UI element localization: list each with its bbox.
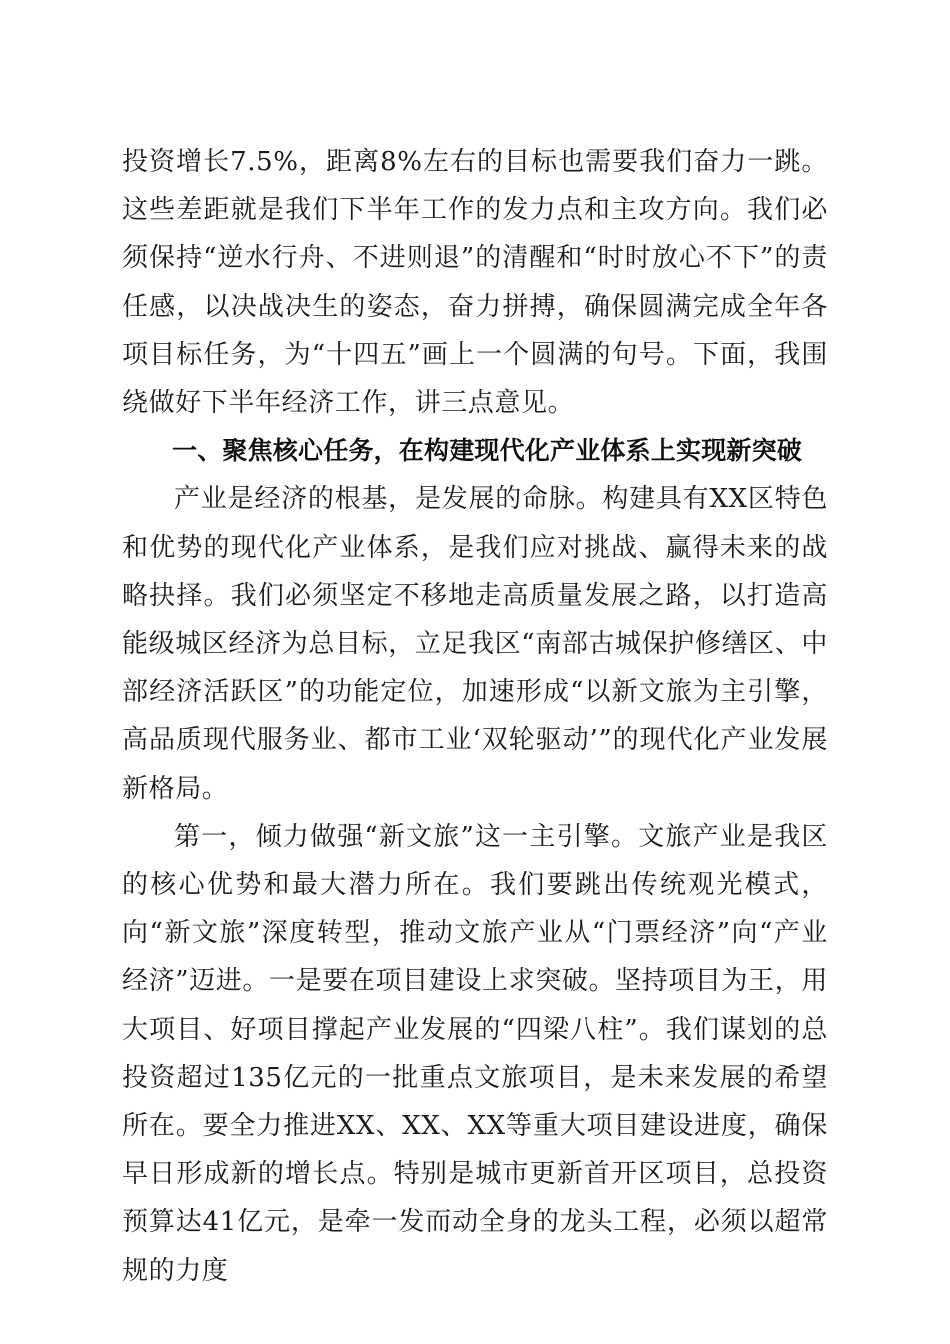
- paragraph-industry-intro: 产业是经济的根基，是发展的命脉。构建具有XX区特色和优势的现代化产业体系，是我们应对挑战、赢得未来的战略抉择。我们必须坚定不移地走高质量发展之路，以打造高能级城区经济为总目标，立足我区“南部古城保护修缮区、中部经济活跃区”的功能定位，加速形成“以新文旅为主引擎，高品质现代服务业、都市工业‘双轮驱动’”的现代化产业发展新格局。: [122, 484, 828, 804]
- paragraph-continuation: 投资增长7.5%，距离8%左右的目标也需要我们奋力一跳。这些差距就是我们下半年工作的发力点和主攻方向。我们必须保持“逆水行舟、不进则退”的清醒和“时时放心不下”的责任感，以决战决生的姿态，奋力拼搏，确保圆满完成全年各项目标任务，为“十四五”画上一个圆满的句号。下面，我围绕做好下半年经济工作，讲三点意见。: [122, 147, 828, 419]
- section-heading: 一、聚焦核心任务，在构建现代化产业体系上实现新突破: [172, 436, 803, 466]
- document-body: [122, 138, 828, 1295]
- paragraph-new-culture-tourism: 第一，倾力做强“新文旅”这一主引擎。文旅产业是我区的核心优势和最大潜力所在。我们要跳出传统观光模式，向“新文旅”深度转型，推动文旅产业从“门票经济”向“产业经济”迈进。一是要在项目建设上求突破。坚持项目为王，用大项目、好项目撑起产业发展的“四梁八柱”。我们谋划的总投资超过135亿元的一批重点文旅项目，是未来发展的希望所在。要全力推进XX、XX、XX等重大项目建设进度，确保早日形成新的增长点。特别是城市更新首开区项目，总投资预算达41亿元，是牵一发而动全身的龙头工程，必须以超常规的力度: [122, 821, 828, 1286]
